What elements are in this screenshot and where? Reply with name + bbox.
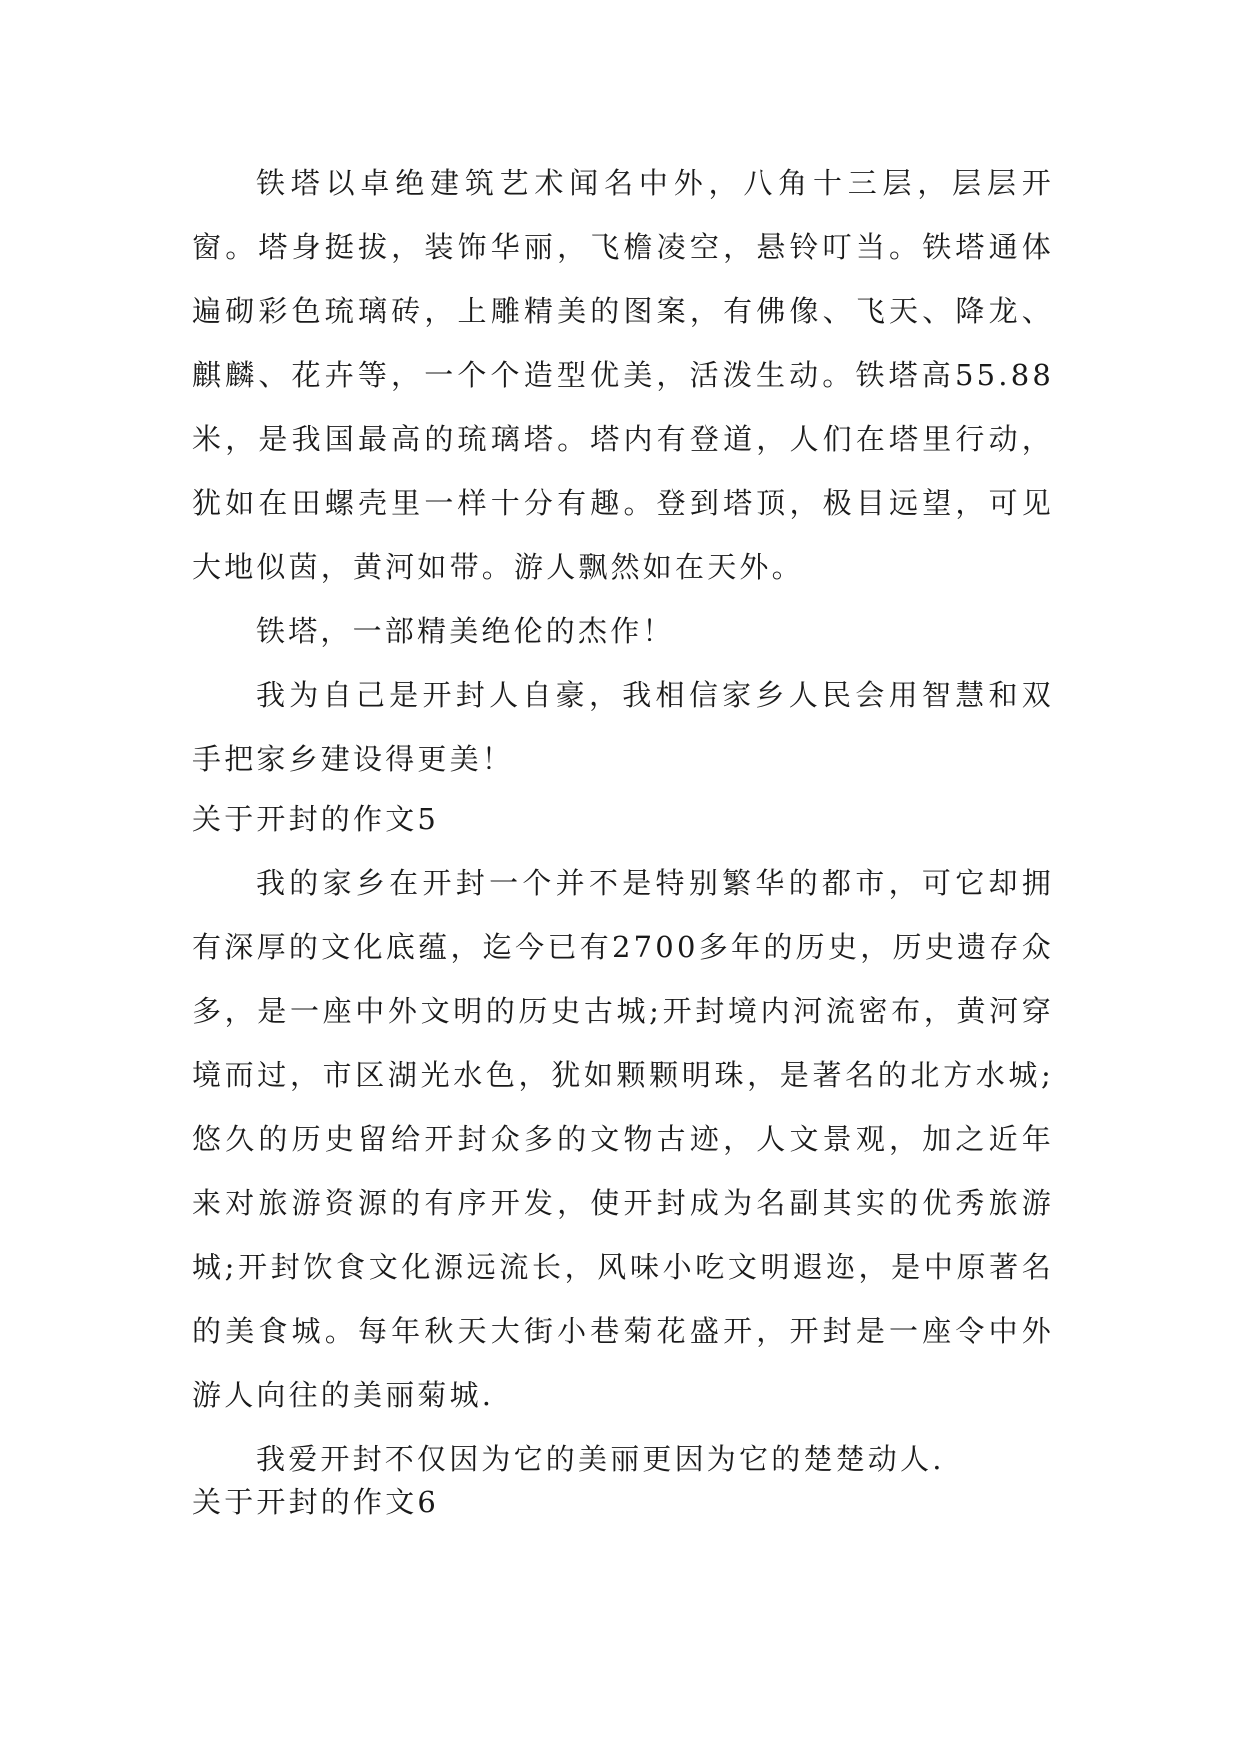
essay-5-paragraph-2: 我爱开封不仅因为它的美丽更因为它的楚楚动人.: [256, 1442, 945, 1476]
essay-5-section: [192, 787, 1054, 1491]
essay-4-paragraph-3: 我为自己是开封人自豪，我相信家乡人民会用智慧和双手把家乡建设得更美！: [192, 678, 1054, 776]
essay-5-paragraph-1: 我的家乡在开封一个并不是特别繁华的都市，可它却拥有深厚的文化底蕴，迄今已有2700多年的历史，历史遗存众多，是一座中外文明的历史古城;开封境内河流密布，黄河穿境而过，市区湖光水色，犹如颗颗明珠，是著名的北方水城;悠久的历史留给开封众多的文物古迹，人文景观，加之近年来对旅游资源的有序开发，使开封成为名副其实的优秀旅游城;开封饮食文化源远流长，风味小吃文明遐迩，是中原著名的美食城。每年秋天大街小巷菊花盛开，开封是一座令中外游人向往的美丽菊城.: [192, 866, 1054, 1412]
essay-6-heading: 关于开封的作文6: [192, 1485, 440, 1519]
essay-4-paragraph-1: 铁塔以卓绝建筑艺术闻名中外，八角十三层，层层开窗。塔身挺拔，装饰华丽，飞檐凌空，悬铃叮当。铁塔通体遍砌彩色琉璃砖，上雕精美的图案，有佛像、飞天、降龙、麒麟、花卉等，一个个造型优美，活泼生动。铁塔高55.88米，是我国最高的琉璃塔。塔内有登道，人们在塔里行动，犹如在田螺壳里一样十分有趣。登到塔顶，极目远望，可见大地似茵，黄河如带。游人飘然如在天外。: [192, 166, 1054, 584]
essay-5-heading: 关于开封的作文5: [192, 802, 440, 836]
essay-6-section: [192, 1470, 1054, 1534]
essay-4-paragraph-2: 铁塔，一部精美绝伦的杰作！: [256, 614, 675, 648]
essay-4-body: [192, 151, 1054, 791]
